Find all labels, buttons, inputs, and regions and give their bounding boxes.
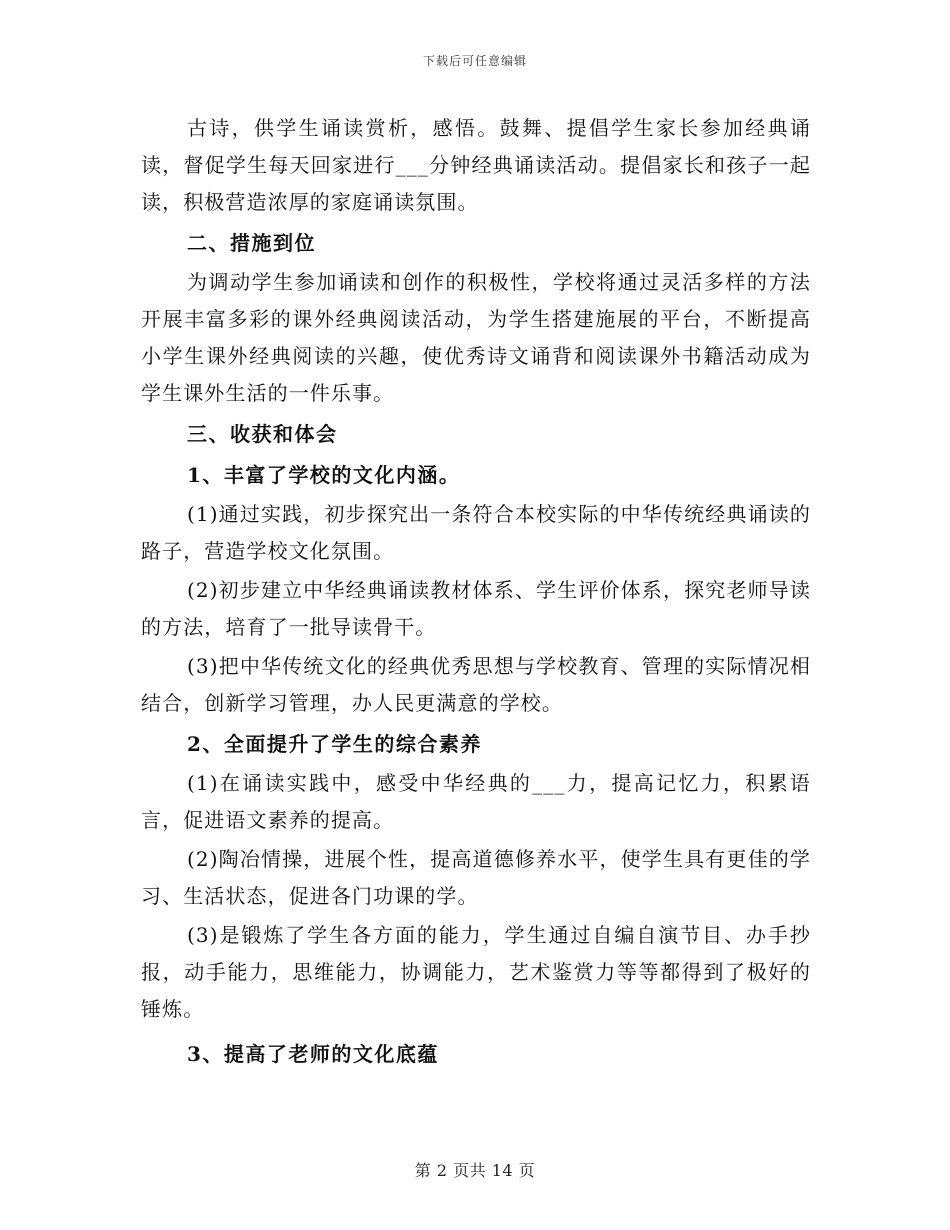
paragraph-item-2-3: (3)是锻炼了学生各方面的能力，学生通过自编自演节目、办手抄报，动手能力，思维能力，协调能力，艺术鉴赏力等等都得到了极好的锤炼。 bbox=[141, 923, 811, 1021]
subheading-teacher-culture: 3、提高了老师的文化底蕴 bbox=[187, 1042, 439, 1066]
section-heading-gains: 三、收获和体会 bbox=[187, 422, 338, 446]
paragraph-measures: 为调动学生参加诵读和创作的积极性，学校将通过灵活多样的方法开展丰富多彩的课外经典阅读活动，为学生搭建施展的平台，不断提高小学生课外经典阅读的兴趣，使优秀诗文诵背和阅读课外书籍活动成为学生课外生活的一件乐事。 bbox=[141, 270, 811, 405]
page-header: 下载后可任意编辑 bbox=[422, 54, 527, 68]
paragraph-item-2-2: (2)陶冶情操，进展个性，提高道德修养水平，使学生具有更佳的学习、生活状态，促进各门功课的学。 bbox=[141, 847, 811, 908]
document-body bbox=[141, 110, 811, 1073]
subheading-school-culture: 1、丰富了学校的文化内涵。 bbox=[187, 463, 461, 487]
paragraph-item-1-1: (1)通过实践，初步探究出一条符合本校实际的中华传统经典诵读的路子，营造学校文化氛围。 bbox=[141, 502, 811, 563]
paragraph-item-2-1: (1)在诵读实践中，感受中华经典的___力，提高记忆力，积累语言，促进语文素养的提高。 bbox=[141, 771, 811, 832]
paragraph-item-1-2: (2)初步建立中华经典诵读教材体系、学生评价体系，探究老师导读的方法，培育了一批导读骨干。 bbox=[141, 578, 811, 639]
page-footer: 第 2 页共 14 页 bbox=[414, 1161, 536, 1180]
subheading-student-quality: 2、全面提升了学生的综合素养 bbox=[187, 732, 482, 756]
paragraph-item-1-3: (3)把中华传统文化的经典优秀思想与学校教育、管理的实际情况相结合，创新学习管理，办人民更满意的学校。 bbox=[141, 654, 811, 715]
section-heading-measures: 二、措施到位 bbox=[187, 231, 316, 255]
paragraph-recitation-intro: 古诗，供学生诵读赏析，感悟。鼓舞、提倡学生家长参加经典诵读，督促学生每天回家进行___分钟经典诵读活动。提倡家长和孩子一起读，积极营造浓厚的家庭诵读氛围。 bbox=[141, 116, 811, 214]
